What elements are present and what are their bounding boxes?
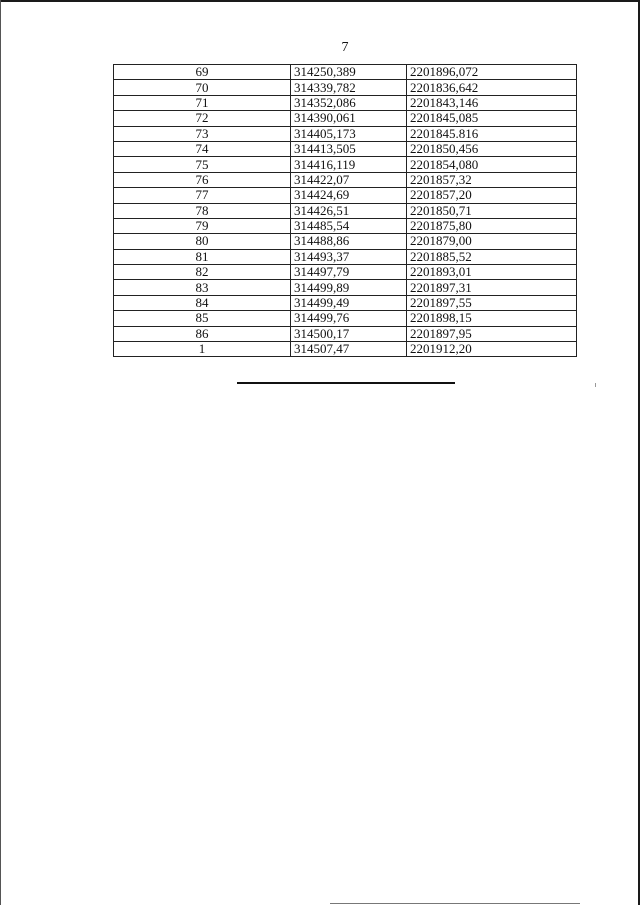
table-row bbox=[114, 157, 577, 172]
page-number: 7 bbox=[341, 40, 349, 55]
scan-border-left bbox=[0, 0, 1, 905]
y-coordinate-cell: 2201850,71 bbox=[407, 203, 577, 218]
point-number-cell: 71 bbox=[114, 95, 291, 110]
point-number-cell: 84 bbox=[114, 295, 291, 310]
x-coordinate-cell: 314352,086 bbox=[291, 95, 407, 110]
scan-speck bbox=[595, 383, 596, 387]
table-row bbox=[114, 234, 577, 249]
x-coordinate-cell: 314416,119 bbox=[291, 157, 407, 172]
point-number-cell: 85 bbox=[114, 311, 291, 326]
scan-border-top bbox=[0, 0, 640, 2]
table-row bbox=[114, 172, 577, 187]
y-coordinate-cell: 2201912,20 bbox=[407, 342, 577, 357]
table-row bbox=[114, 280, 577, 295]
point-number-cell: 77 bbox=[114, 188, 291, 203]
y-coordinate-cell: 2201845,085 bbox=[407, 111, 577, 126]
x-coordinate-cell: 314493,37 bbox=[291, 249, 407, 264]
y-coordinate-cell: 2201845.816 bbox=[407, 126, 577, 141]
point-number-cell: 70 bbox=[114, 80, 291, 95]
x-coordinate-cell: 314499,89 bbox=[291, 280, 407, 295]
y-coordinate-cell: 2201896,072 bbox=[407, 65, 577, 80]
x-coordinate-cell: 314339,782 bbox=[291, 80, 407, 95]
x-coordinate-cell: 314413,505 bbox=[291, 141, 407, 156]
y-coordinate-cell: 2201897,31 bbox=[407, 280, 577, 295]
table-row bbox=[114, 65, 577, 80]
point-number-cell: 82 bbox=[114, 265, 291, 280]
point-number-cell: 83 bbox=[114, 280, 291, 295]
y-coordinate-cell: 2201897,55 bbox=[407, 295, 577, 310]
y-coordinate-cell: 2201893,01 bbox=[407, 265, 577, 280]
table-row bbox=[114, 188, 577, 203]
point-number-cell: 79 bbox=[114, 218, 291, 233]
point-number-cell: 74 bbox=[114, 141, 291, 156]
y-coordinate-cell: 2201897,95 bbox=[407, 326, 577, 341]
scan-border-bottom bbox=[330, 903, 580, 904]
x-coordinate-cell: 314485,54 bbox=[291, 218, 407, 233]
point-number-cell: 81 bbox=[114, 249, 291, 264]
point-number-cell: 80 bbox=[114, 234, 291, 249]
x-coordinate-cell: 314499,76 bbox=[291, 311, 407, 326]
table-row bbox=[114, 218, 577, 233]
table-row bbox=[114, 311, 577, 326]
x-coordinate-cell: 314390,061 bbox=[291, 111, 407, 126]
y-coordinate-cell: 2201850,456 bbox=[407, 141, 577, 156]
table-row bbox=[114, 342, 577, 357]
point-number-cell: 75 bbox=[114, 157, 291, 172]
y-coordinate-cell: 2201857,20 bbox=[407, 188, 577, 203]
table-row bbox=[114, 265, 577, 280]
point-number-cell: 76 bbox=[114, 172, 291, 187]
table-row bbox=[114, 203, 577, 218]
point-number-cell: 1 bbox=[114, 342, 291, 357]
point-number-cell: 73 bbox=[114, 126, 291, 141]
x-coordinate-cell: 314497,79 bbox=[291, 265, 407, 280]
y-coordinate-cell: 2201879,00 bbox=[407, 234, 577, 249]
coordinates-table bbox=[113, 64, 577, 357]
y-coordinate-cell: 2201854,080 bbox=[407, 157, 577, 172]
x-coordinate-cell: 314500,17 bbox=[291, 326, 407, 341]
x-coordinate-cell: 314424,69 bbox=[291, 188, 407, 203]
y-coordinate-cell: 2201898,15 bbox=[407, 311, 577, 326]
end-of-document-rule bbox=[237, 382, 455, 384]
y-coordinate-cell: 2201885,52 bbox=[407, 249, 577, 264]
table-row bbox=[114, 95, 577, 110]
x-coordinate-cell: 314422,07 bbox=[291, 172, 407, 187]
table-row bbox=[114, 111, 577, 126]
table-row bbox=[114, 80, 577, 95]
table-row bbox=[114, 249, 577, 264]
x-coordinate-cell: 314499,49 bbox=[291, 295, 407, 310]
point-number-cell: 69 bbox=[114, 65, 291, 80]
y-coordinate-cell: 2201857,32 bbox=[407, 172, 577, 187]
point-number-cell: 86 bbox=[114, 326, 291, 341]
coordinates-table-body bbox=[114, 65, 577, 357]
x-coordinate-cell: 314507,47 bbox=[291, 342, 407, 357]
x-coordinate-cell: 314488,86 bbox=[291, 234, 407, 249]
y-coordinate-cell: 2201843,146 bbox=[407, 95, 577, 110]
table-row bbox=[114, 326, 577, 341]
point-number-cell: 72 bbox=[114, 111, 291, 126]
point-number-cell: 78 bbox=[114, 203, 291, 218]
x-coordinate-cell: 314405,173 bbox=[291, 126, 407, 141]
x-coordinate-cell: 314426,51 bbox=[291, 203, 407, 218]
table-row bbox=[114, 141, 577, 156]
table-row bbox=[114, 295, 577, 310]
table-row bbox=[114, 126, 577, 141]
y-coordinate-cell: 2201836,642 bbox=[407, 80, 577, 95]
x-coordinate-cell: 314250,389 bbox=[291, 65, 407, 80]
y-coordinate-cell: 2201875,80 bbox=[407, 218, 577, 233]
